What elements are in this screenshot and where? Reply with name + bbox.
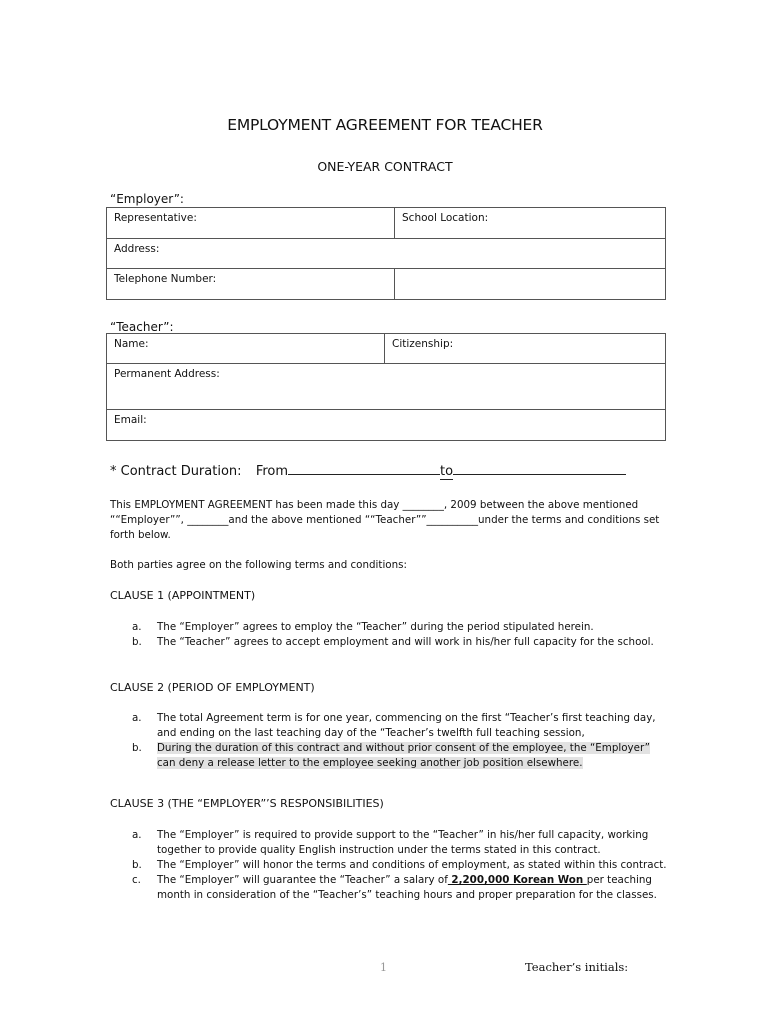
clause-2-heading: CLAUSE 2 (PERIOD OF EMPLOYMENT) [110,681,315,694]
permanent-address-field[interactable]: Permanent Address: [107,364,666,410]
document-title: EMPLOYMENT AGREEMENT FOR TEACHER [227,116,543,134]
employer-table [106,207,666,300]
list-marker: a. [132,712,142,724]
list-marker: a. [132,829,142,841]
duration-to-label: to [440,464,454,479]
duration-from-label: From [255,464,289,479]
list-item [110,711,670,741]
citizenship-field[interactable]: Citizenship: [385,334,666,364]
list-text: The “Employer” will honor the terms and conditions of employment, as stated within this contract. [157,859,667,871]
duration-to-blank[interactable] [453,462,626,475]
list-item [110,828,670,858]
address-field[interactable]: Address: [107,239,666,269]
list-item [110,635,670,650]
list-item [110,858,670,873]
list-text: The “Teacher” agrees to accept employment and will work in his/her full capacity for the school. [157,636,654,648]
email-field[interactable]: Email: [107,410,666,441]
list-text: The “Employer” agrees to employ the “Teacher” during the period stipulated herein. [157,621,594,633]
agree-paragraph: Both parties agree on the following terms and conditions: [110,559,407,571]
clause-3-list [110,828,670,903]
telephone-field[interactable]: Telephone Number: [107,269,395,300]
intro-paragraph: This EMPLOYMENT AGREEMENT has been made this day ________, 2009 between the above mentioned ““Employer””, ________and the above mentioned ““Teacher””__________under the terms and conditions set forth below. [110,499,660,541]
teacher-table [106,333,666,441]
salary-amount[interactable]: 2,200,000 Korean Won [447,874,587,886]
clause-1-list [110,620,670,650]
employer-label: “Employer”: [110,192,184,206]
duration-label: * Contract Duration: [110,464,242,479]
list-text: The “Employer” is required to provide support to the “Teacher” in his/her full capacity, working together to provide quality English instruction under the terms stated in this contract. [157,829,649,856]
list-marker: a. [132,621,142,633]
representative-field[interactable]: Representative: [107,208,395,239]
clause-1-heading: CLAUSE 1 (APPOINTMENT) [110,589,256,602]
name-field[interactable]: Name: [107,334,385,364]
list-marker: b. [132,859,142,871]
list-marker: b. [132,742,142,754]
teacher-initials-label: Teacher’s initials: [525,960,629,974]
clause-3-heading: CLAUSE 3 (THE “EMPLOYER”’S RESPONSIBILITIES) [110,797,384,810]
salary-text-after: per teaching month in consideration of the “Teacher’s” teaching hours and proper preparation for the classes. [157,874,657,901]
document-subtitle: ONE-YEAR CONTRACT [317,159,453,174]
page-number: 1 [380,961,387,974]
duration-from-blank[interactable] [288,462,440,475]
list-text: The total Agreement term is for one year, commencing on the first “Teacher’s first teaching day, and ending on the last teaching day of the “Teacher’s twelfth full teaching session, [157,712,656,739]
clause-2-list [110,711,670,771]
highlighted-list-text: During the duration of this contract and without prior consent of the employee, the “Employer” can deny a release letter to the employee seeking another job position elsewhere. [157,742,650,769]
list-item [110,620,670,635]
list-item [110,741,670,771]
list-marker: c. [132,874,141,886]
list-marker: b. [132,636,142,648]
contract-duration [110,462,626,479]
telephone-value-field[interactable] [395,269,666,300]
salary-text-before: The “Employer” will guarantee the “Teacher” a salary of [157,874,448,886]
teacher-label: “Teacher”: [110,320,174,334]
list-item [110,873,670,903]
school-location-field[interactable]: School Location: [395,208,666,239]
